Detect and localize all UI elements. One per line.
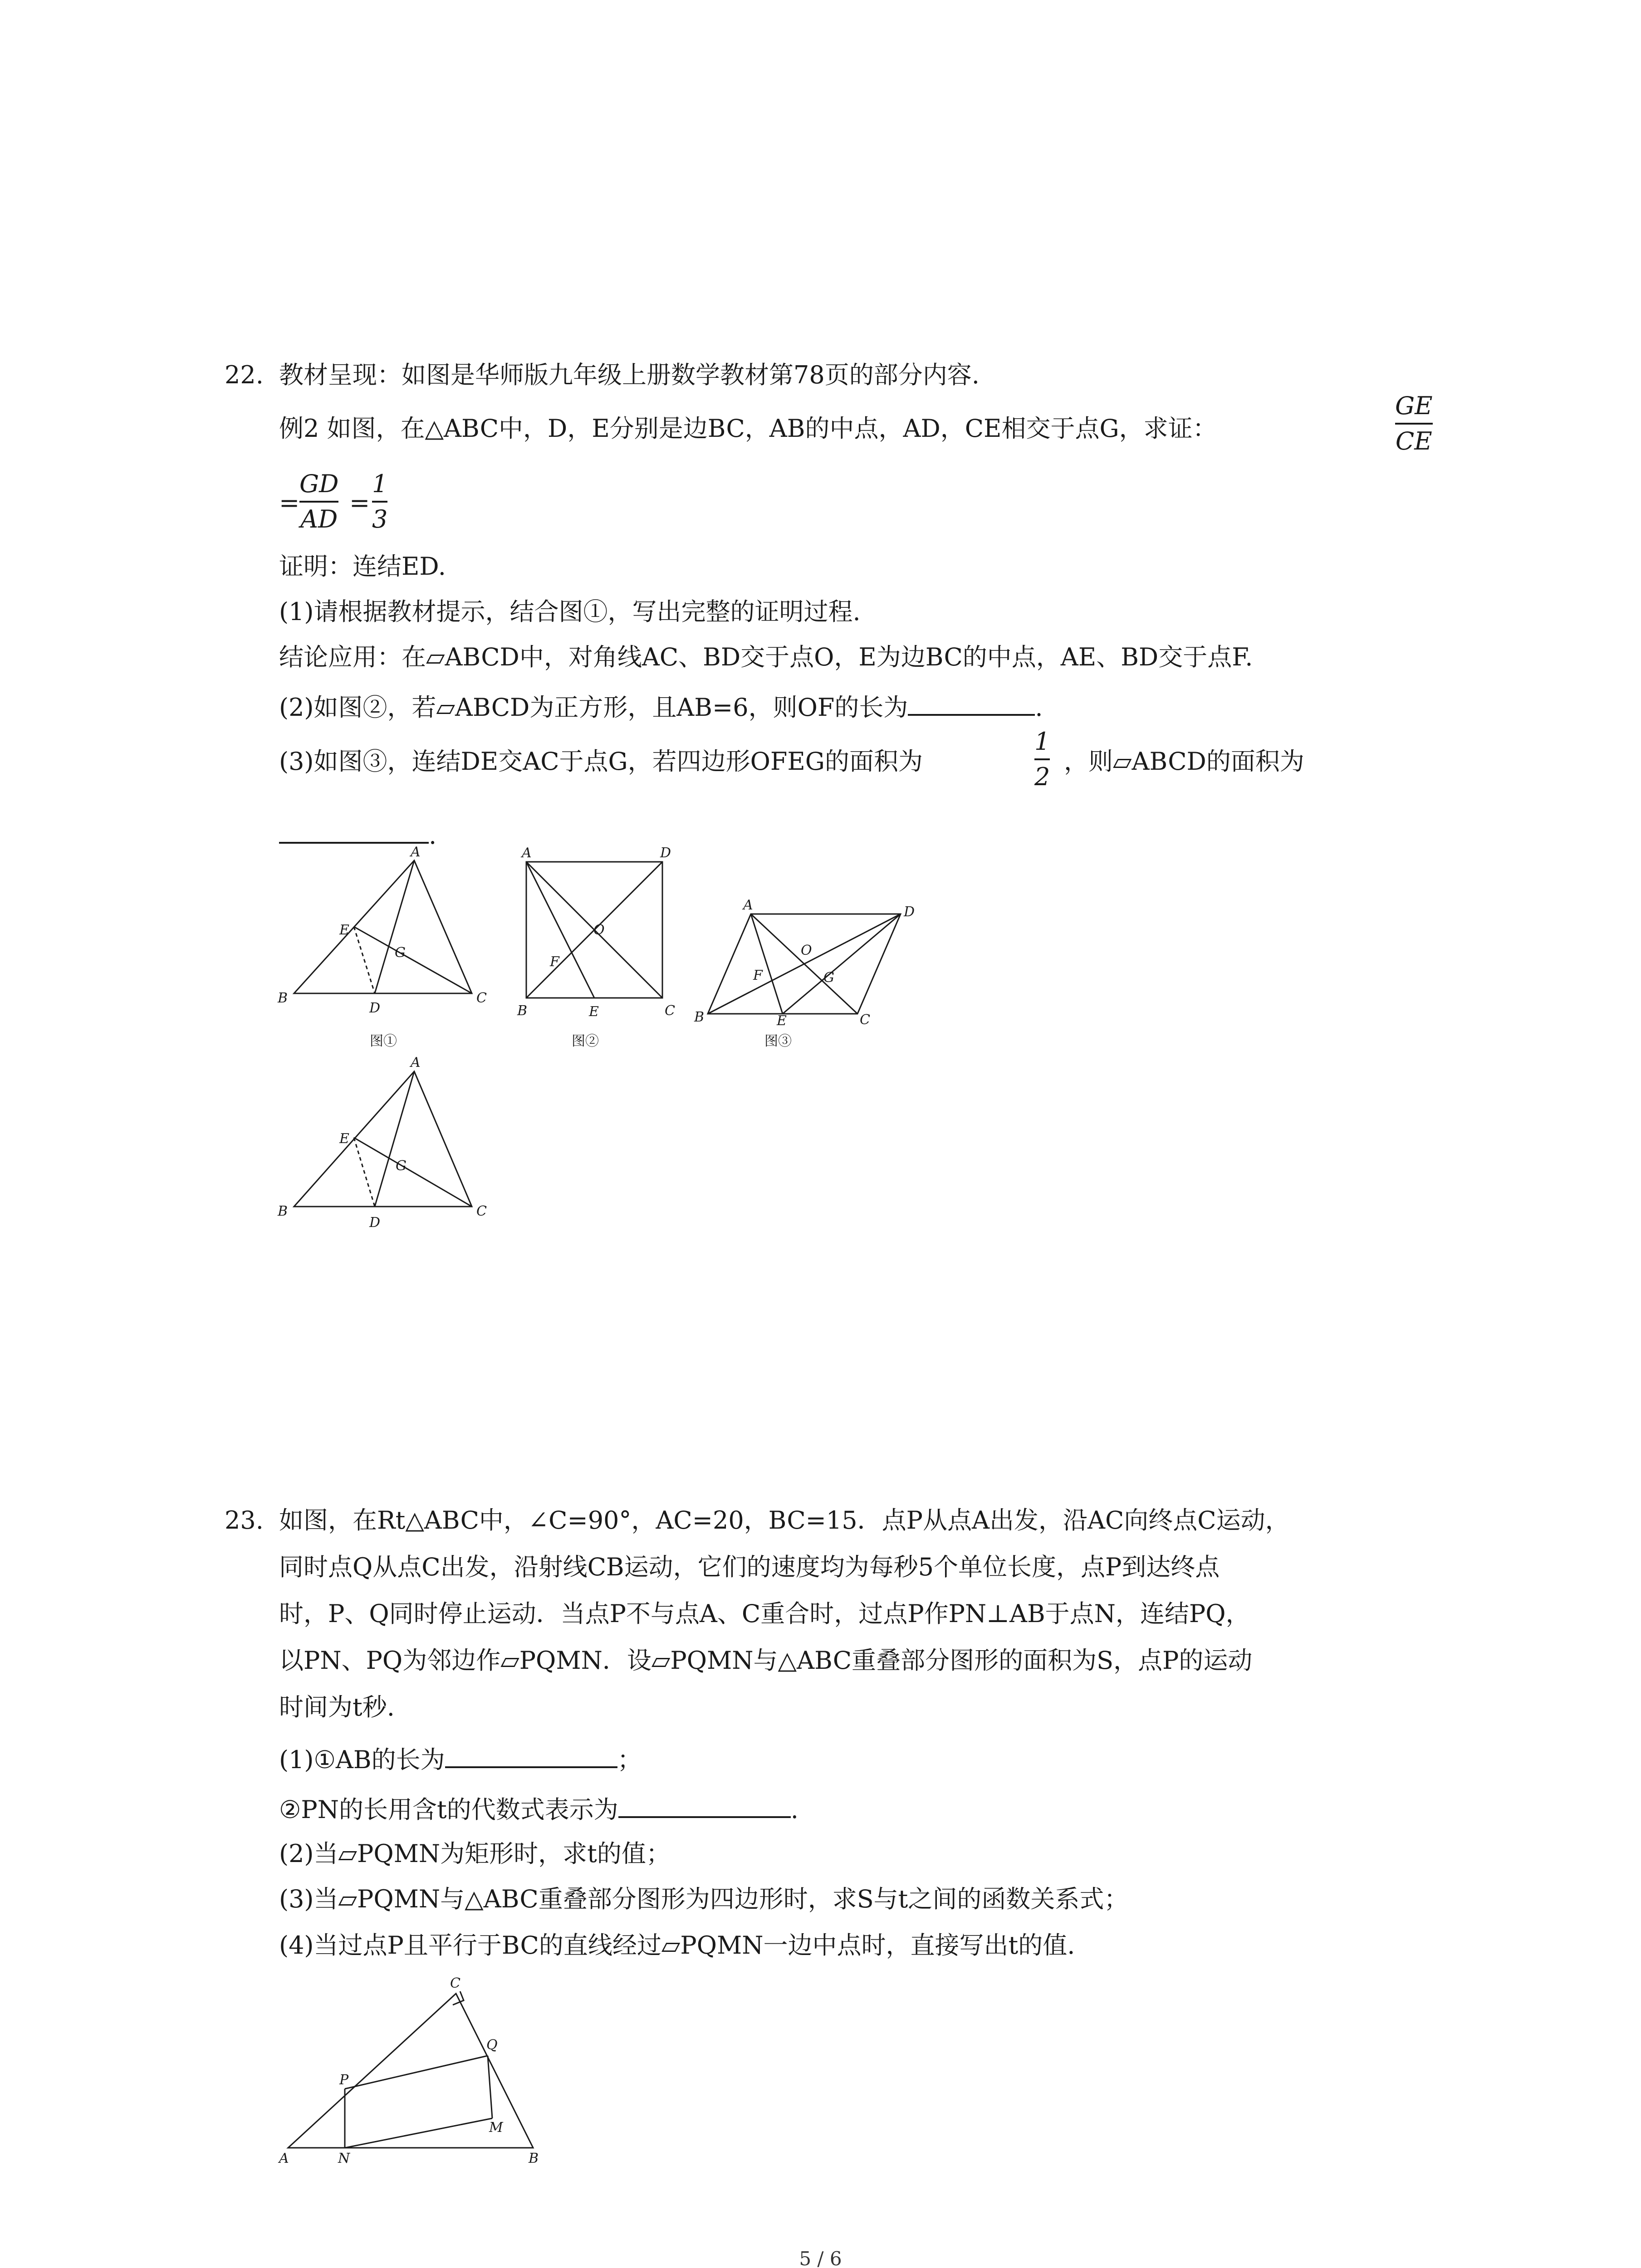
label-o: O bbox=[801, 943, 812, 958]
label-a: A bbox=[522, 845, 532, 861]
q22-part2-text: (2)如图②，若▱ABCD为正方形，且AB=6，则OF的长为 bbox=[279, 693, 908, 722]
fraction-ge-ce: GE CE bbox=[1395, 391, 1433, 455]
label-e: E bbox=[589, 1004, 599, 1020]
q22-part3-text-a: (3)如图③，连结DE交AC于点G，若四边形OFEG的面积为 bbox=[279, 747, 923, 776]
q23-part4: (4)当过点P且平行于BC的直线经过▱PQMN一边中点时，直接写出t的值. bbox=[279, 1931, 1075, 1960]
label-n: N bbox=[338, 2151, 350, 2166]
q22-application: 结论应用：在▱ABCD中，对角线AC、BD交于点O，E为边BC的中点，AE、BD交于点F. bbox=[279, 643, 1253, 671]
equals-sign-2: = bbox=[349, 489, 370, 517]
answer-blank-of[interactable] bbox=[908, 693, 1035, 716]
answer-blank-ab[interactable] bbox=[445, 1745, 617, 1768]
label-g: G bbox=[395, 945, 406, 961]
q23-part1a-text: (1)①AB的长为 bbox=[279, 1745, 445, 1774]
q23-part1a-end: ； bbox=[617, 1745, 642, 1774]
q22-part2 bbox=[279, 693, 1043, 720]
label-g: G bbox=[823, 970, 834, 986]
fraction-gd-ad: GD AD bbox=[299, 469, 339, 533]
q23-line2: 同时点Q从点C出发，沿射线CB运动，它们的速度均为每秒5个单位长度，点P到达终点 bbox=[279, 1553, 1220, 1581]
q23-part2: (2)当▱PQMN为矩形时，求t的值； bbox=[279, 1839, 671, 1868]
label-c: C bbox=[450, 1975, 460, 1991]
label-c: C bbox=[476, 990, 487, 1006]
label-a: A bbox=[279, 2151, 289, 2166]
question-22-number: 22. bbox=[225, 361, 264, 389]
figure-q23-right-triangle bbox=[272, 1973, 554, 2168]
label-e: E bbox=[339, 1131, 349, 1147]
label-e: E bbox=[777, 1013, 787, 1029]
label-c: C bbox=[860, 1012, 870, 1028]
q22-part3-period: . bbox=[429, 821, 437, 850]
q23-part1b bbox=[279, 1795, 798, 1822]
figure-3-parallelogram bbox=[690, 844, 944, 1061]
label-e: E bbox=[339, 922, 349, 938]
q22-part1: (1)请根据教材提示，结合图①，写出完整的证明过程. bbox=[279, 597, 861, 626]
figure-1-caption: 图① bbox=[370, 1033, 397, 1049]
q23-line1: 如图，在Rt△ABC中，∠C=90°，AC=20，BC=15．点P从点A出发，沿AC向终点C运动， bbox=[279, 1506, 1290, 1535]
label-f: F bbox=[753, 968, 763, 983]
q22-intro: 教材呈现：如图是华师版九年级上册数学教材第78页的部分内容. bbox=[279, 361, 980, 389]
q23-line5: 时间为t秒. bbox=[279, 1693, 395, 1721]
label-b: B bbox=[694, 1009, 705, 1025]
q23-part1b-text: ②PN的长用含t的代数式表示为 bbox=[279, 1795, 618, 1824]
figure-2-caption: 图② bbox=[572, 1033, 599, 1049]
figure-1-repeat-triangle bbox=[272, 1052, 499, 1234]
q22-part2-period: . bbox=[1035, 693, 1043, 722]
figure-2-square bbox=[508, 844, 690, 1061]
label-a: A bbox=[411, 1055, 421, 1070]
question-23-number: 23. bbox=[225, 1506, 264, 1535]
q23-part1a bbox=[279, 1745, 642, 1772]
figure-3-caption: 图③ bbox=[764, 1033, 792, 1049]
fraction-one-third: 1 3 bbox=[372, 469, 388, 533]
q22-part3 bbox=[279, 749, 923, 774]
fraction-one-half: 1 2 bbox=[1034, 727, 1050, 791]
label-p: P bbox=[339, 2072, 349, 2088]
label-c: C bbox=[665, 1003, 675, 1019]
label-c: C bbox=[476, 1203, 487, 1219]
label-a: A bbox=[411, 844, 421, 860]
label-b: B bbox=[278, 1203, 288, 1219]
label-q: Q bbox=[486, 2037, 498, 2053]
figure-1-triangle bbox=[272, 844, 499, 1061]
q23-line3: 时，P、Q同时停止运动．当点P不与点A、C重合时，过点P作PN⊥AB于点N，连结PQ， bbox=[279, 1599, 1250, 1628]
q23-part1b-end: . bbox=[790, 1795, 798, 1824]
label-o: O bbox=[593, 922, 605, 938]
answer-blank-pn[interactable] bbox=[618, 1795, 791, 1818]
answer-blank-area[interactable] bbox=[279, 821, 429, 844]
equals-sign-1: = bbox=[279, 489, 300, 517]
label-d: D bbox=[660, 845, 671, 861]
label-d: D bbox=[904, 904, 915, 920]
label-g: G bbox=[396, 1158, 407, 1174]
q22-part3-b: ，则▱ABCD的面积为 bbox=[1064, 747, 1304, 776]
label-b: B bbox=[278, 990, 288, 1006]
label-b: B bbox=[529, 2151, 539, 2166]
label-a: A bbox=[743, 897, 753, 913]
q22-example: 例2 如图，在△ABC中，D，E分别是边BC，AB的中点，AD，CE相交于点G，求证： bbox=[279, 414, 1217, 443]
label-f: F bbox=[550, 954, 559, 970]
page-number: 5 / 6 bbox=[799, 2248, 842, 2268]
q22-proof: 证明：连结ED. bbox=[279, 552, 446, 581]
label-b: B bbox=[517, 1003, 528, 1019]
label-d: D bbox=[369, 1000, 381, 1016]
q23-part3: (3)当▱PQMN与△ABC重叠部分图形为四边形时，求S与t之间的函数关系式； bbox=[279, 1885, 1129, 1913]
label-m: M bbox=[489, 2120, 503, 2136]
q23-line4: 以PN、PQ为邻边作▱PQMN．设▱PQMN与△ABC重叠部分图形的面积为S，点P的运动 bbox=[279, 1646, 1253, 1675]
label-d: D bbox=[369, 1215, 381, 1231]
